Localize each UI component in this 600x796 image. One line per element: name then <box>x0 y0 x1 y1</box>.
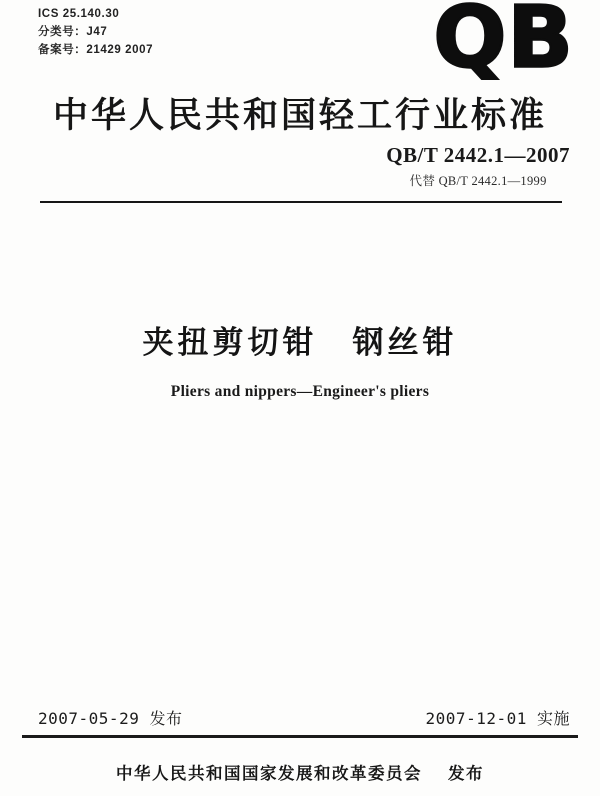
document-title-cn: 夹扭剪切钳 钢丝钳 <box>142 325 458 360</box>
footer-divider <box>22 735 578 738</box>
document-meta-block <box>38 5 153 59</box>
standard-number: QB/T 2442.1—2007 <box>386 143 570 167</box>
record-number: 备案号：21429 2007 <box>38 44 154 56</box>
superseded-standard: 代替 QB/T 2442.1—1999 <box>409 174 547 188</box>
issue-date: 2007-05-29 发布 <box>38 709 183 728</box>
date-row <box>38 706 570 729</box>
header-divider <box>40 201 562 203</box>
document-title-en: Pliers and nippers—Engineer's pliers <box>170 383 430 400</box>
issuing-body: 中华人民共和国国家发展和改革委员会 <box>116 765 422 783</box>
ics-code: ICS 25.140.30 <box>38 8 120 20</box>
standard-number-block <box>386 143 570 189</box>
issuer-line <box>0 760 600 784</box>
standard-family-title: 中华人民共和国轻工行业标准 <box>52 96 547 135</box>
qb-logo: QB <box>433 0 574 87</box>
implementation-date: 2007-12-01 实施 <box>425 709 570 728</box>
classification-number: 分类号：J47 <box>38 26 108 38</box>
publish-label: 发布 <box>448 765 484 783</box>
